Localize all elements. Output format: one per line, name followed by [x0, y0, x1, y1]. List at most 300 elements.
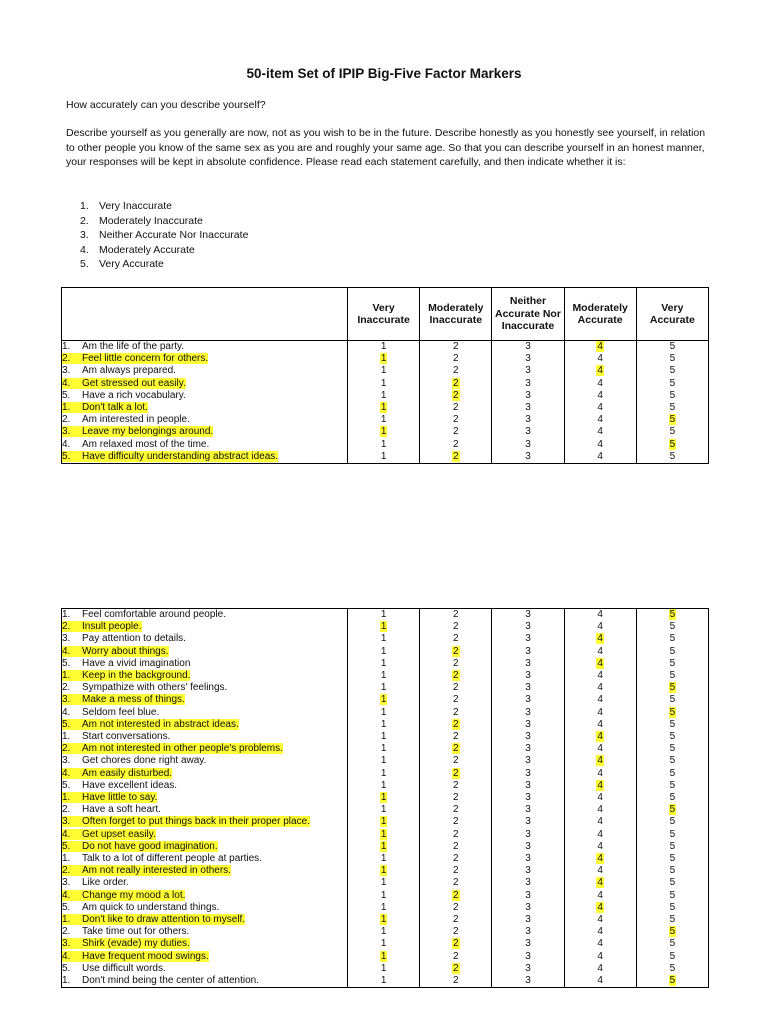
- rating-cell-3[interactable]: [492, 755, 564, 767]
- rating-cell-5[interactable]: [636, 914, 708, 926]
- item-text: Seldom feel blue.: [82, 706, 160, 718]
- rating-cell-4[interactable]: [564, 743, 636, 755]
- rating-cell-2[interactable]: [420, 865, 492, 877]
- rating-cell-4[interactable]: [564, 341, 636, 354]
- rating-cell-5[interactable]: [636, 743, 708, 755]
- item-text: Am not interested in other people's problems.: [82, 743, 283, 755]
- rating-cell-3[interactable]: [492, 414, 564, 426]
- rating-value: 3: [525, 670, 531, 682]
- rating-value: 1: [380, 938, 387, 950]
- rating-cell-3[interactable]: [492, 609, 564, 622]
- rating-cell-1[interactable]: [348, 426, 420, 438]
- rating-cell-5[interactable]: [636, 426, 708, 438]
- rating-cell-3[interactable]: [492, 694, 564, 706]
- rating-cell-1[interactable]: [348, 402, 420, 414]
- rating-cell-2[interactable]: [420, 829, 492, 841]
- rating-cell-4[interactable]: [564, 731, 636, 743]
- rating-cell-1[interactable]: [348, 865, 420, 877]
- rating-cell-1[interactable]: [348, 378, 420, 390]
- rating-value: 4: [597, 840, 603, 852]
- table-row: [62, 609, 709, 622]
- rating-cell-3[interactable]: [492, 877, 564, 889]
- rating-cell-2[interactable]: [420, 402, 492, 414]
- rating-cell-2[interactable]: [420, 707, 492, 719]
- rating-cell-4[interactable]: [564, 865, 636, 877]
- rating-cell-5[interactable]: [636, 768, 708, 780]
- rating-cell-4[interactable]: [564, 402, 636, 414]
- rating-cell-5[interactable]: [636, 341, 708, 354]
- rating-cell-2[interactable]: [420, 694, 492, 706]
- rating-cell-5[interactable]: [636, 609, 708, 622]
- rating-cell-4[interactable]: [564, 853, 636, 865]
- rating-cell-4[interactable]: [564, 768, 636, 780]
- rating-value: 2: [453, 950, 459, 962]
- page-title: 50-item Set of IPIP Big-Five Factor Markers: [246, 66, 522, 81]
- selected-rating: 4: [597, 877, 603, 889]
- rating-value: 5: [669, 938, 676, 950]
- selected-rating: 2: [453, 670, 459, 682]
- rating-cell-4[interactable]: [564, 365, 636, 377]
- rating-cell-5[interactable]: [636, 975, 708, 988]
- rating-cell-3[interactable]: [492, 633, 564, 645]
- rating-cell-2[interactable]: [420, 609, 492, 622]
- rating-cell-5[interactable]: [636, 670, 708, 682]
- item-text: Worry about things.: [82, 645, 169, 657]
- table-row: [62, 439, 709, 451]
- rating-cell-5[interactable]: [636, 780, 708, 792]
- rating-cell-3[interactable]: [492, 365, 564, 377]
- rating-cell-2[interactable]: [420, 658, 492, 670]
- rating-cell-3[interactable]: [492, 707, 564, 719]
- rating-cell-4[interactable]: [564, 439, 636, 451]
- rating-cell-3[interactable]: [492, 792, 564, 804]
- rating-cell-5[interactable]: [636, 902, 708, 914]
- rating-cell-1[interactable]: [348, 938, 420, 950]
- rating-cell-4[interactable]: [564, 694, 636, 706]
- rating-cell-5[interactable]: [636, 451, 708, 464]
- rating-cell-5[interactable]: [636, 951, 708, 963]
- rating-cell-3[interactable]: [492, 938, 564, 950]
- rating-value: 3: [525, 706, 531, 718]
- rating-cell-3[interactable]: [492, 926, 564, 938]
- rating-cell-5[interactable]: [636, 646, 708, 658]
- rating-cell-4[interactable]: [564, 353, 636, 365]
- item-text: Get upset easily.: [82, 828, 156, 840]
- rating-cell-4[interactable]: [564, 804, 636, 816]
- statement-cell: [62, 731, 348, 743]
- rating-cell-1[interactable]: [348, 755, 420, 767]
- rating-cell-2[interactable]: [420, 439, 492, 451]
- item-number: 2.: [62, 743, 71, 755]
- rating-value: 1: [380, 743, 387, 755]
- rating-cell-5[interactable]: [636, 439, 708, 451]
- rating-cell-1[interactable]: [348, 792, 420, 804]
- rating-cell-2[interactable]: [420, 670, 492, 682]
- rating-cell-1[interactable]: [348, 414, 420, 426]
- rating-cell-1[interactable]: [348, 719, 420, 731]
- rating-cell-1[interactable]: [348, 780, 420, 792]
- rating-cell-1[interactable]: [348, 707, 420, 719]
- rating-cell-3[interactable]: [492, 426, 564, 438]
- rating-value: 4: [597, 645, 603, 657]
- rating-cell-5[interactable]: [636, 365, 708, 377]
- rating-value: 5: [669, 889, 676, 901]
- rating-cell-4[interactable]: [564, 755, 636, 767]
- rating-cell-5[interactable]: [636, 414, 708, 426]
- rating-value: 3: [525, 426, 531, 438]
- rating-cell-5[interactable]: [636, 621, 708, 633]
- rating-cell-2[interactable]: [420, 841, 492, 853]
- rating-cell-2[interactable]: [420, 633, 492, 645]
- rating-cell-4[interactable]: [564, 682, 636, 694]
- rating-cell-4[interactable]: [564, 378, 636, 390]
- rating-cell-2[interactable]: [420, 755, 492, 767]
- rating-value: 2: [453, 853, 459, 865]
- rating-cell-5[interactable]: [636, 926, 708, 938]
- rating-cell-4[interactable]: [564, 975, 636, 988]
- rating-cell-2[interactable]: [420, 353, 492, 365]
- rating-cell-5[interactable]: [636, 841, 708, 853]
- rating-cell-3[interactable]: [492, 341, 564, 354]
- rating-cell-2[interactable]: [420, 365, 492, 377]
- rating-cell-3[interactable]: [492, 451, 564, 464]
- rating-value: 5: [669, 621, 676, 633]
- rating-value: 4: [597, 377, 603, 389]
- rating-cell-4[interactable]: [564, 426, 636, 438]
- rating-value: 3: [525, 621, 531, 633]
- rating-cell-5[interactable]: [636, 877, 708, 889]
- item-text: Use difficult words.: [82, 962, 166, 974]
- rating-value: 3: [525, 743, 531, 755]
- rating-cell-4[interactable]: [564, 414, 636, 426]
- rating-cell-1[interactable]: [348, 804, 420, 816]
- rating-cell-3[interactable]: [492, 816, 564, 828]
- rating-cell-5[interactable]: [636, 731, 708, 743]
- rating-value: 1: [380, 731, 387, 743]
- rating-cell-2[interactable]: [420, 816, 492, 828]
- rating-cell-4[interactable]: [564, 609, 636, 622]
- rating-value: 3: [525, 377, 531, 389]
- highlighted-statement: [62, 451, 278, 462]
- rating-cell-4[interactable]: [564, 841, 636, 853]
- selected-rating: 4: [597, 731, 603, 743]
- item-number: 1.: [62, 609, 71, 620]
- rating-cell-5[interactable]: [636, 755, 708, 767]
- item-text: Am not really interested in others.: [82, 865, 231, 877]
- highlighted-statement: [62, 646, 169, 657]
- rating-cell-2[interactable]: [420, 731, 492, 743]
- rating-cell-4[interactable]: [564, 914, 636, 926]
- rating-cell-2[interactable]: [420, 768, 492, 780]
- rating-cell-5[interactable]: [636, 658, 708, 670]
- rating-cell-4[interactable]: [564, 963, 636, 975]
- rating-cell-1[interactable]: [348, 816, 420, 828]
- item-text: Don't like to draw attention to myself.: [82, 914, 246, 926]
- item-number: 5.: [62, 657, 71, 669]
- rating-cell-3[interactable]: [492, 682, 564, 694]
- rating-cell-2[interactable]: [420, 451, 492, 464]
- rating-cell-1[interactable]: [348, 390, 420, 402]
- rating-cell-1[interactable]: [348, 439, 420, 451]
- rating-cell-3[interactable]: [492, 646, 564, 658]
- rating-value: 5: [669, 402, 676, 414]
- rating-cell-3[interactable]: [492, 975, 564, 988]
- rating-cell-5[interactable]: [636, 853, 708, 865]
- rating-cell-5[interactable]: [636, 816, 708, 828]
- rating-cell-4[interactable]: [564, 633, 636, 645]
- rating-cell-3[interactable]: [492, 378, 564, 390]
- statement-cell: [62, 365, 348, 377]
- rating-cell-2[interactable]: [420, 378, 492, 390]
- rating-cell-2[interactable]: [420, 853, 492, 865]
- rating-cell-1[interactable]: [348, 353, 420, 365]
- rating-cell-5[interactable]: [636, 890, 708, 902]
- highlighted-statement: [62, 865, 231, 876]
- rating-cell-4[interactable]: [564, 719, 636, 731]
- rating-value: 5: [669, 755, 676, 767]
- rating-cell-1[interactable]: [348, 658, 420, 670]
- rating-cell-5[interactable]: [636, 390, 708, 402]
- rating-cell-5[interactable]: [636, 865, 708, 877]
- rating-cell-5[interactable]: [636, 378, 708, 390]
- item-text: Don't mind being the center of attention.: [82, 975, 260, 987]
- rating-value: 4: [597, 682, 603, 694]
- statement-cell: [62, 378, 348, 390]
- rating-cell-3[interactable]: [492, 804, 564, 816]
- item-text: Have a rich vocabulary.: [82, 389, 186, 401]
- rating-cell-3[interactable]: [492, 731, 564, 743]
- item-text: Do not have good imagination.: [82, 840, 218, 852]
- rating-cell-4[interactable]: [564, 926, 636, 938]
- rating-cell-3[interactable]: [492, 951, 564, 963]
- rating-value: 3: [525, 402, 531, 414]
- rating-cell-2[interactable]: [420, 792, 492, 804]
- rating-cell-2[interactable]: [420, 975, 492, 988]
- rating-cell-2[interactable]: [420, 719, 492, 731]
- rating-cell-5[interactable]: [636, 829, 708, 841]
- rating-value: 1: [380, 975, 387, 987]
- rating-cell-3[interactable]: [492, 853, 564, 865]
- rating-value: 1: [380, 341, 387, 352]
- rating-value: 2: [453, 633, 459, 645]
- rating-cell-5[interactable]: [636, 707, 708, 719]
- rating-cell-2[interactable]: [420, 426, 492, 438]
- item-number: 3.: [62, 694, 71, 706]
- rating-cell-4[interactable]: [564, 780, 636, 792]
- selected-rating: 4: [597, 365, 603, 377]
- rating-cell-1[interactable]: [348, 365, 420, 377]
- rating-value: 3: [525, 731, 531, 743]
- rating-cell-4[interactable]: [564, 877, 636, 889]
- rating-cell-3[interactable]: [492, 841, 564, 853]
- rating-cell-2[interactable]: [420, 414, 492, 426]
- item-number: 5.: [62, 450, 71, 462]
- rating-cell-2[interactable]: [420, 890, 492, 902]
- rating-cell-2[interactable]: [420, 963, 492, 975]
- statement-cell: [62, 792, 348, 804]
- rating-cell-4[interactable]: [564, 792, 636, 804]
- rating-cell-1[interactable]: [348, 877, 420, 889]
- rating-cell-4[interactable]: [564, 816, 636, 828]
- rating-cell-1[interactable]: [348, 451, 420, 464]
- rating-value: 5: [669, 828, 676, 840]
- rating-cell-1[interactable]: [348, 694, 420, 706]
- rating-cell-1[interactable]: [348, 609, 420, 622]
- table-row: [62, 658, 709, 670]
- header-moderately-inaccurate: Moderately Inaccurate: [420, 288, 492, 341]
- rating-cell-3[interactable]: [492, 890, 564, 902]
- rating-cell-4[interactable]: [564, 707, 636, 719]
- rating-cell-5[interactable]: [636, 792, 708, 804]
- rating-cell-3[interactable]: [492, 914, 564, 926]
- rating-cell-1[interactable]: [348, 341, 420, 354]
- table-row: [62, 694, 709, 706]
- rating-value: 4: [597, 828, 603, 840]
- rating-cell-1[interactable]: [348, 646, 420, 658]
- rating-cell-3[interactable]: [492, 780, 564, 792]
- rating-cell-4[interactable]: [564, 670, 636, 682]
- rating-cell-3[interactable]: [492, 658, 564, 670]
- rating-cell-1[interactable]: [348, 633, 420, 645]
- rating-value: 3: [525, 889, 531, 901]
- rating-cell-5[interactable]: [636, 353, 708, 365]
- rating-cell-4[interactable]: [564, 938, 636, 950]
- rating-cell-1[interactable]: [348, 768, 420, 780]
- rating-cell-5[interactable]: [636, 633, 708, 645]
- rating-value: 3: [525, 792, 531, 804]
- rating-value: 1: [380, 657, 387, 669]
- rating-cell-1[interactable]: [348, 914, 420, 926]
- rating-cell-4[interactable]: [564, 621, 636, 633]
- rating-cell-1[interactable]: [348, 926, 420, 938]
- rating-cell-2[interactable]: [420, 926, 492, 938]
- statement-cell: [62, 426, 348, 438]
- rating-cell-1[interactable]: [348, 902, 420, 914]
- rating-value: 4: [597, 743, 603, 755]
- selected-rating: 5: [669, 706, 676, 718]
- rating-cell-5[interactable]: [636, 694, 708, 706]
- rating-value: 2: [453, 438, 459, 450]
- rating-cell-5[interactable]: [636, 963, 708, 975]
- rating-value: 1: [380, 377, 387, 389]
- rating-value: 2: [453, 865, 459, 877]
- item-number: 1.: [62, 914, 71, 926]
- rating-cell-3[interactable]: [492, 865, 564, 877]
- scale-item-number: 3.: [80, 229, 89, 241]
- item-text: Am interested in people.: [82, 414, 190, 426]
- selected-rating: 5: [669, 414, 676, 426]
- rating-cell-1[interactable]: [348, 951, 420, 963]
- statement: [62, 682, 227, 693]
- rating-cell-2[interactable]: [420, 341, 492, 354]
- rating-cell-3[interactable]: [492, 390, 564, 402]
- rating-cell-1[interactable]: [348, 731, 420, 743]
- statement-cell: [62, 890, 348, 902]
- rating-cell-3[interactable]: [492, 670, 564, 682]
- selected-rating: 2: [453, 743, 459, 755]
- item-number: 3.: [62, 877, 71, 889]
- rating-cell-2[interactable]: [420, 902, 492, 914]
- selected-rating: 5: [669, 609, 676, 620]
- rating-cell-3[interactable]: [492, 353, 564, 365]
- rating-cell-2[interactable]: [420, 938, 492, 950]
- item-text: Pay attention to details.: [82, 633, 186, 645]
- rating-cell-1[interactable]: [348, 975, 420, 988]
- rating-cell-2[interactable]: [420, 682, 492, 694]
- rating-cell-5[interactable]: [636, 719, 708, 731]
- rating-cell-2[interactable]: [420, 743, 492, 755]
- rating-cell-2[interactable]: [420, 914, 492, 926]
- rating-cell-5[interactable]: [636, 402, 708, 414]
- item-number: 4.: [62, 889, 71, 901]
- rating-cell-3[interactable]: [492, 402, 564, 414]
- scale-item-number: 1.: [80, 200, 89, 212]
- rating-cell-1[interactable]: [348, 670, 420, 682]
- rating-cell-5[interactable]: [636, 804, 708, 816]
- rating-cell-1[interactable]: [348, 853, 420, 865]
- rating-cell-1[interactable]: [348, 621, 420, 633]
- rating-cell-2[interactable]: [420, 646, 492, 658]
- rating-cell-1[interactable]: [348, 890, 420, 902]
- rating-cell-3[interactable]: [492, 963, 564, 975]
- rating-cell-4[interactable]: [564, 451, 636, 464]
- highlighted-statement: [62, 914, 245, 925]
- rating-value: 5: [669, 450, 676, 462]
- selected-rating: 1: [380, 950, 387, 962]
- item-text: Start conversations.: [82, 731, 171, 743]
- rating-cell-3[interactable]: [492, 743, 564, 755]
- selected-rating: 2: [453, 962, 459, 974]
- rating-value: 1: [380, 682, 387, 694]
- rating-value: 4: [597, 816, 603, 828]
- rating-cell-4[interactable]: [564, 646, 636, 658]
- rating-cell-3[interactable]: [492, 902, 564, 914]
- rating-cell-4[interactable]: [564, 390, 636, 402]
- rating-value: 3: [525, 755, 531, 767]
- rating-cell-1[interactable]: [348, 841, 420, 853]
- rating-cell-1[interactable]: [348, 829, 420, 841]
- rating-cell-4[interactable]: [564, 902, 636, 914]
- rating-cell-3[interactable]: [492, 829, 564, 841]
- scale-item-label: Neither Accurate Nor Inaccurate: [99, 229, 249, 241]
- rating-cell-5[interactable]: [636, 938, 708, 950]
- rating-cell-3[interactable]: [492, 621, 564, 633]
- rating-cell-4[interactable]: [564, 829, 636, 841]
- rating-cell-1[interactable]: [348, 963, 420, 975]
- rating-cell-2[interactable]: [420, 780, 492, 792]
- rating-cell-2[interactable]: [420, 804, 492, 816]
- rating-cell-3[interactable]: [492, 768, 564, 780]
- rating-cell-3[interactable]: [492, 439, 564, 451]
- statement: [62, 439, 209, 450]
- highlighted-statement: [62, 719, 239, 730]
- rating-value: 4: [597, 670, 603, 682]
- rating-cell-2[interactable]: [420, 621, 492, 633]
- rating-cell-1[interactable]: [348, 682, 420, 694]
- rating-cell-4[interactable]: [564, 951, 636, 963]
- rating-cell-1[interactable]: [348, 743, 420, 755]
- rating-cell-4[interactable]: [564, 890, 636, 902]
- rating-cell-2[interactable]: [420, 877, 492, 889]
- rating-cell-2[interactable]: [420, 951, 492, 963]
- selected-rating: 5: [669, 438, 676, 450]
- scale-item-number: 5.: [80, 258, 89, 270]
- rating-cell-5[interactable]: [636, 682, 708, 694]
- rating-cell-4[interactable]: [564, 658, 636, 670]
- rating-cell-2[interactable]: [420, 390, 492, 402]
- rating-cell-3[interactable]: [492, 719, 564, 731]
- question-text: How accurately can you describe yourself?: [66, 99, 266, 111]
